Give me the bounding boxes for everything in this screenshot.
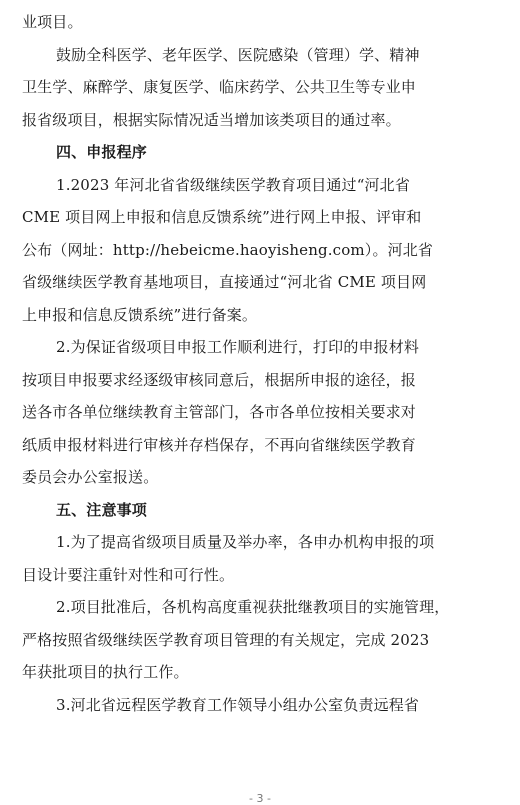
text-line: 报省级项目，根据实际情况适当增加该类项目的通过率。 (22, 110, 401, 129)
text-line: 送各市各单位继续教育主管部门，各市各单位按相关要求对 (22, 403, 416, 421)
paragraph-first-line: 1.为了提高省级项目质量及举办率，各申办机构申报的项 (56, 533, 435, 551)
text-line: CME 项目网上申报和信息反馈系统”进行网上申报、评审和 (22, 208, 422, 226)
text-line: 上申报和信息反馈系统”进行备案。 (22, 305, 258, 324)
text-line: 省级继续医学教育基地项目，直接通过“河北省 CME 项目网 (22, 273, 427, 291)
text-line: 年获批项目的执行工作。 (22, 663, 189, 681)
paragraph-first-line: 鼓励全科医学、老年医学、医院感染（管理）学、精神 (56, 45, 420, 64)
section-heading: 五、注意事项 (56, 500, 147, 519)
section-heading: 四、申报程序 (56, 143, 147, 161)
text-line: 公布（网址：http://hebeicme.haoyisheng.com）。河北省 (22, 240, 434, 259)
body-text (22, 6, 498, 721)
text-line: 纸质申报材料进行审核并存档保存，不再向省继续医学教育 (22, 435, 416, 454)
text-line: 业项目。 (22, 13, 83, 31)
text-line: 委员会办公室报送。 (22, 468, 159, 486)
paragraph-first-line: 3.河北省远程医学教育工作领导小组办公室负责远程省 (56, 695, 420, 714)
paragraph-first-line: 2.为保证省级项目申报工作顺利进行，打印的申报材料 (56, 338, 420, 356)
paragraph-first-line: 2.项目批准后，各机构高度重视获批继教项目的实施管理， (56, 598, 450, 616)
text-line: 卫生学、麻醉学、康复医学、临床药学、公共卫生等专业申 (22, 78, 416, 96)
page-number: - 3 - (249, 792, 271, 805)
paragraph-first-line: 1.2023 年河北省省级继续医学教育项目通过“河北省 (56, 175, 410, 194)
text-line: 按项目申报要求经逐级审核同意后，根据所申报的途径，报 (22, 370, 416, 389)
text-line: 严格按照省级继续医学教育项目管理的有关规定，完成 2023 (22, 630, 430, 649)
text-line: 目设计要注重针对性和可行性。 (22, 565, 235, 584)
